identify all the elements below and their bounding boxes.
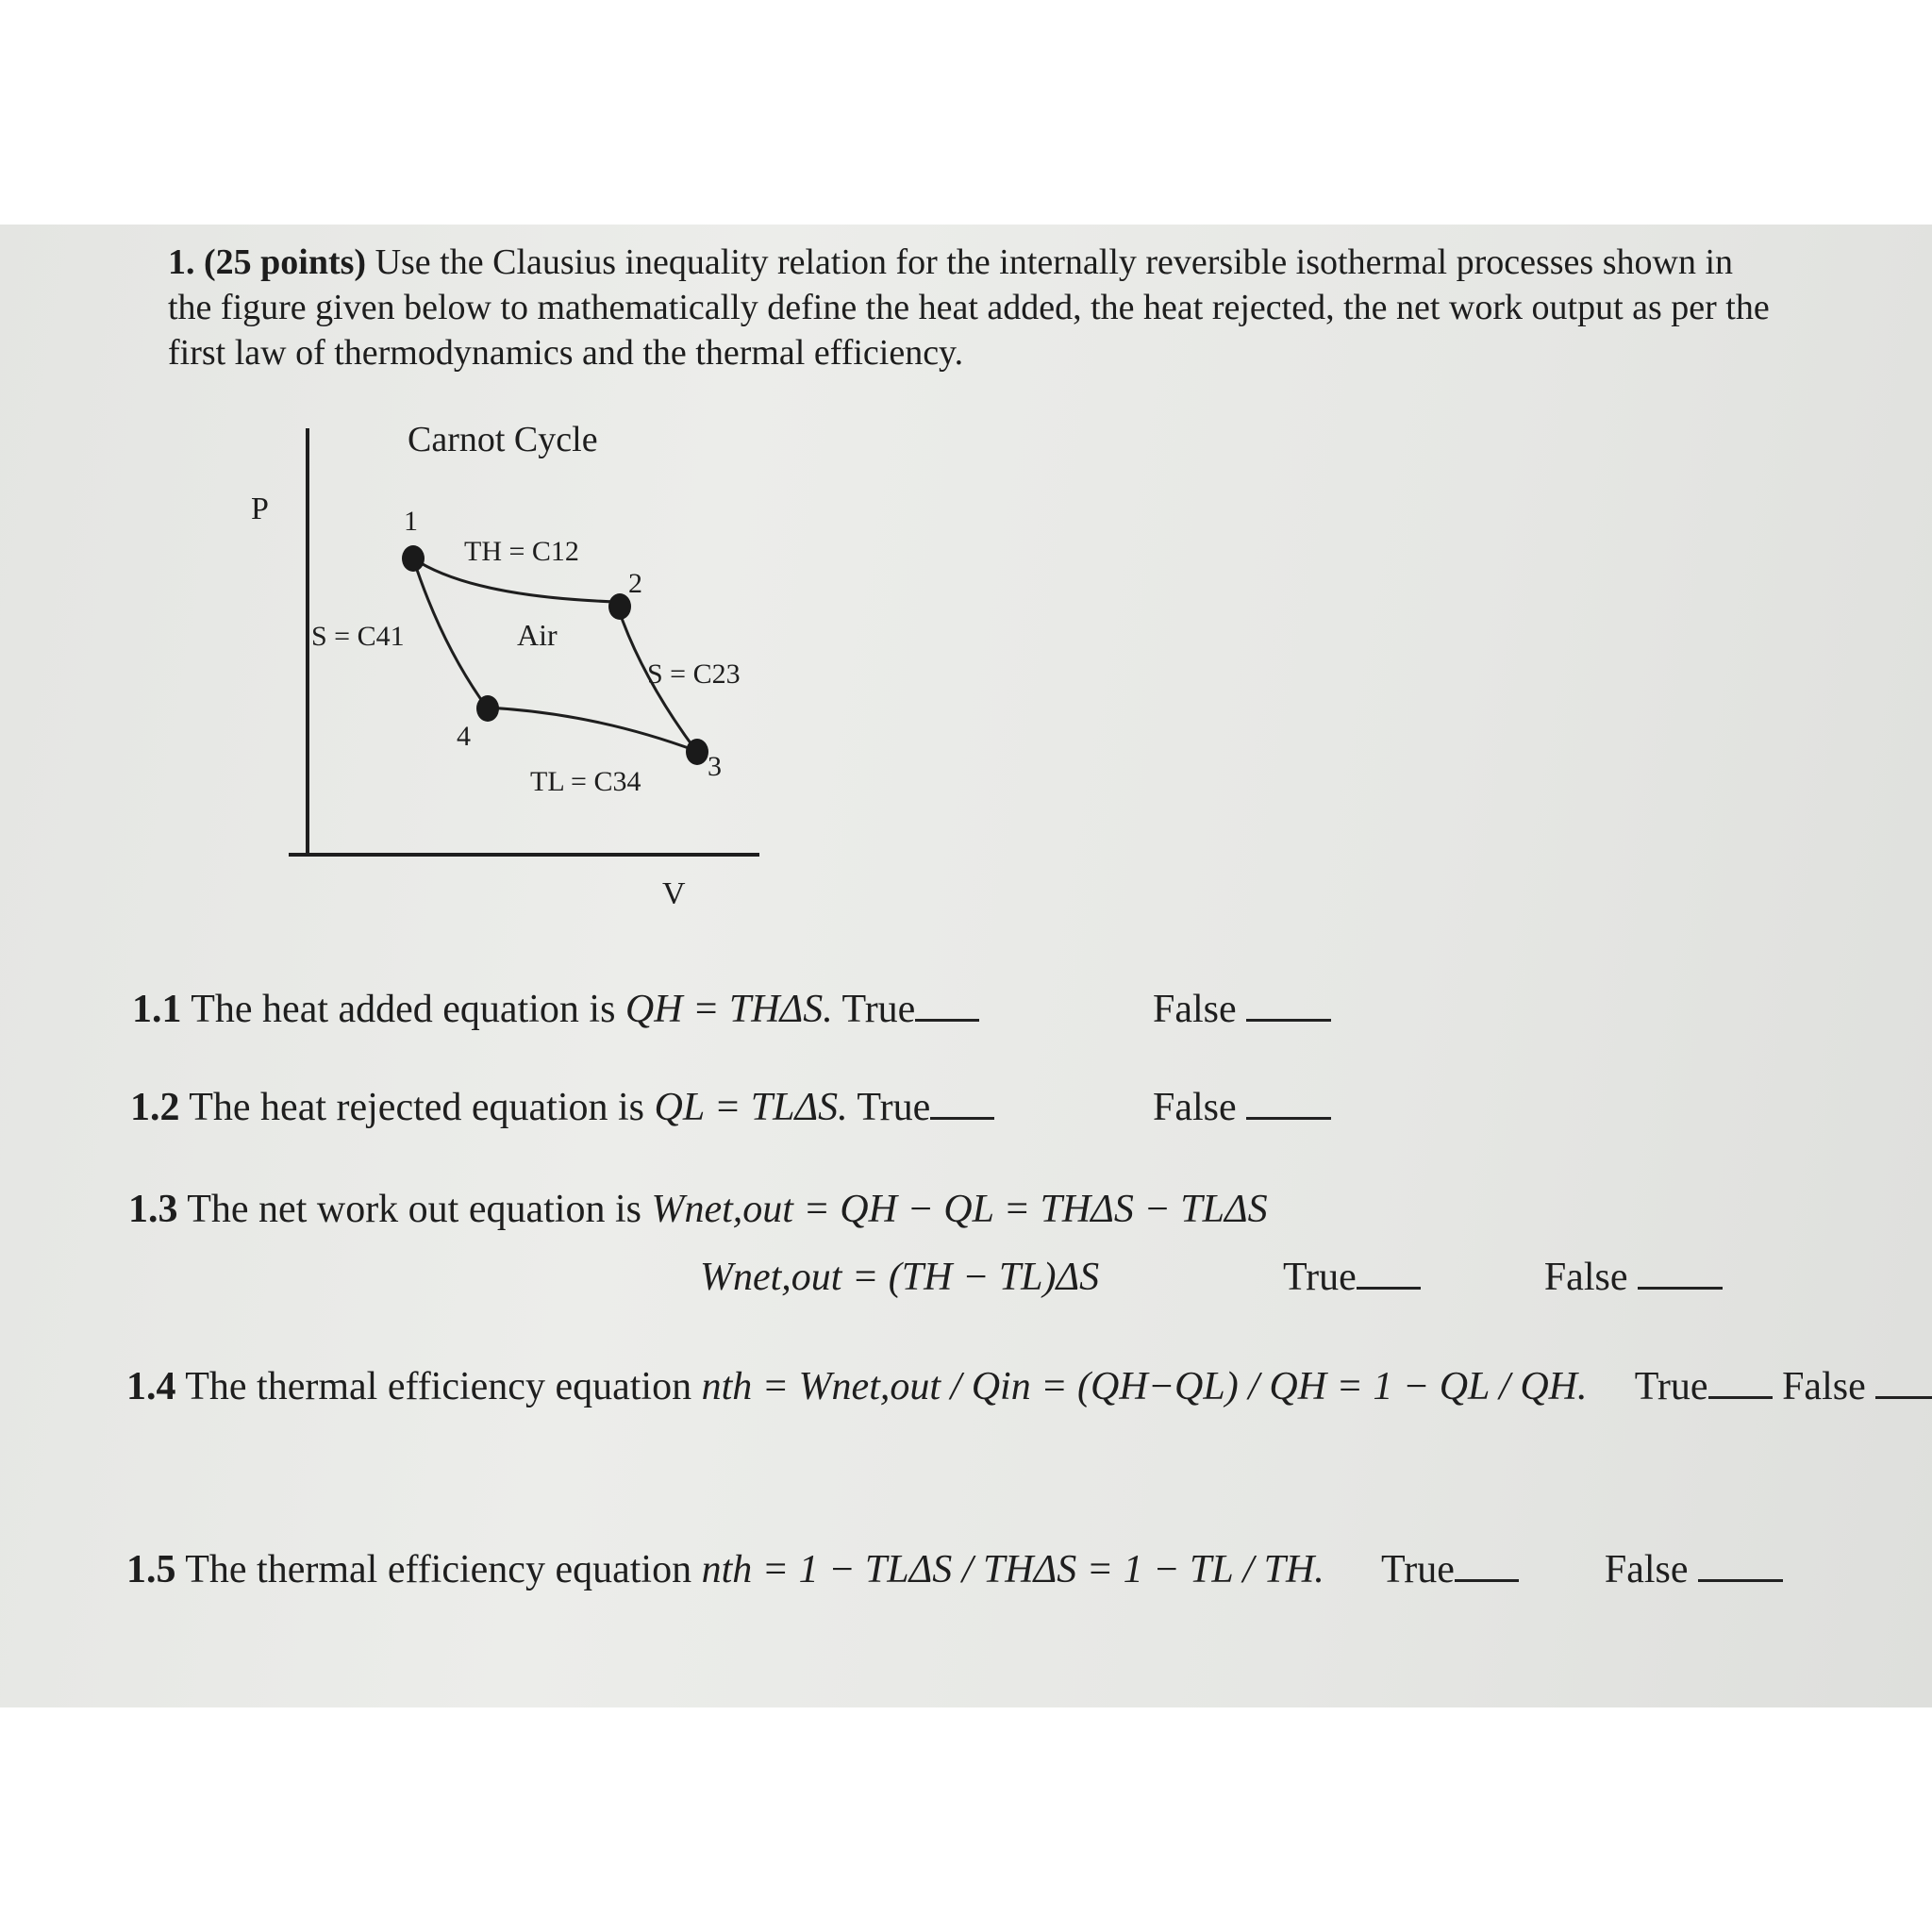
diagram-title: Carnot Cycle bbox=[408, 420, 598, 459]
item-1-5-number: 1.5 bbox=[126, 1548, 176, 1591]
item-1-1-equation: QH = THΔS. bbox=[625, 988, 833, 1031]
item-1-5-true-blank[interactable] bbox=[1455, 1572, 1519, 1582]
item-1-3-line2 bbox=[700, 1255, 1099, 1300]
item-1-5-equation: nth = 1 − TLΔS / THΔS = 1 − TL / TH. bbox=[701, 1548, 1324, 1591]
state-point-4 bbox=[476, 695, 499, 722]
state-label-4: 4 bbox=[457, 721, 471, 752]
item-1-4 bbox=[126, 1364, 1932, 1409]
item-1-1-number: 1.1 bbox=[132, 988, 182, 1031]
item-1-4-true-blank[interactable] bbox=[1708, 1389, 1773, 1399]
item-1-1-true-label: True bbox=[841, 988, 916, 1031]
item-1-2 bbox=[130, 1085, 994, 1130]
v-axis-label: V bbox=[662, 876, 686, 904]
item-1-3-equation-2: Wnet,out = (TH − TL)ΔS bbox=[700, 1256, 1100, 1299]
item-1-2-false bbox=[1153, 1085, 1331, 1130]
item-1-4-true-label: True bbox=[1634, 1365, 1708, 1408]
state-label-1: 1 bbox=[404, 506, 418, 537]
label-air: Air bbox=[517, 618, 558, 652]
item-1-3-true-label: True bbox=[1283, 1256, 1357, 1299]
item-1-4-false-blank[interactable] bbox=[1875, 1389, 1932, 1399]
item-1-4-false-label: False bbox=[1782, 1365, 1866, 1408]
question-points: (25 points) bbox=[204, 242, 367, 282]
item-1-5-false-label: False bbox=[1604, 1548, 1689, 1591]
item-1-3-false-label: False bbox=[1543, 1256, 1628, 1299]
question-number: 1. bbox=[168, 242, 195, 282]
exam-paper bbox=[0, 225, 1932, 1707]
item-1-2-text: The heat rejected equation is bbox=[189, 1086, 645, 1129]
item-1-1 bbox=[132, 987, 979, 1032]
question-header bbox=[168, 240, 1772, 375]
item-1-5-text: The thermal efficiency equation bbox=[185, 1548, 692, 1591]
state-point-3 bbox=[686, 739, 708, 765]
item-1-2-number: 1.2 bbox=[130, 1086, 180, 1129]
item-1-1-true-blank[interactable] bbox=[915, 1011, 979, 1022]
item-1-5-true-label: True bbox=[1381, 1548, 1455, 1591]
question-text: Use the Clausius inequality relation for the internally reversible isothermal processes shown in the figure given below to mathematically define the heat added, the heat rejected, the net work output as per the first law of thermodynamics and the thermal efficiency. bbox=[168, 242, 1770, 373]
item-1-2-false-blank[interactable] bbox=[1246, 1109, 1331, 1120]
item-1-1-false-blank[interactable] bbox=[1246, 1011, 1331, 1022]
item-1-3 bbox=[128, 1187, 1268, 1232]
item-1-2-true-label: True bbox=[857, 1086, 931, 1129]
state-label-3: 3 bbox=[708, 751, 722, 782]
item-1-3-equation: Wnet,out = QH − QL = THΔS − TLΔS bbox=[651, 1188, 1268, 1231]
item-1-3-text: The net work out equation is bbox=[187, 1188, 641, 1231]
label-s-c41: S = C41 bbox=[311, 621, 405, 652]
item-1-5 bbox=[126, 1547, 1783, 1592]
item-1-1-false-label: False bbox=[1153, 988, 1237, 1031]
label-th-c12: TH = C12 bbox=[464, 536, 579, 567]
item-1-4-number: 1.4 bbox=[126, 1365, 176, 1408]
item-1-1-false bbox=[1153, 987, 1331, 1032]
label-s-c23: S = C23 bbox=[647, 658, 741, 690]
item-1-3-false-blank[interactable] bbox=[1638, 1279, 1723, 1290]
item-1-4-equation: nth = Wnet,out / Qin = (QH−QL) / QH = 1 − QL / QH. bbox=[701, 1365, 1588, 1408]
label-tl-c34: TL = C34 bbox=[530, 766, 641, 797]
item-1-2-equation: QL = TLΔS. bbox=[654, 1086, 848, 1129]
item-1-4-text: The thermal efficiency equation bbox=[185, 1365, 692, 1408]
state-point-1 bbox=[402, 545, 425, 572]
item-1-1-text: The heat added equation is bbox=[191, 988, 616, 1031]
item-1-3-answers bbox=[1283, 1255, 1723, 1300]
adiabat-s41-curve bbox=[413, 558, 487, 708]
item-1-2-true-blank[interactable] bbox=[930, 1109, 994, 1120]
item-1-3-true-blank[interactable] bbox=[1357, 1279, 1421, 1290]
carnot-cycle-diagram bbox=[236, 413, 783, 904]
item-1-3-number: 1.3 bbox=[128, 1188, 178, 1231]
p-axis-label: P bbox=[251, 491, 269, 526]
item-1-5-false-blank[interactable] bbox=[1698, 1572, 1783, 1582]
isotherm-tl-curve bbox=[487, 708, 696, 751]
state-label-2: 2 bbox=[628, 568, 642, 599]
item-1-2-false-label: False bbox=[1153, 1086, 1237, 1129]
